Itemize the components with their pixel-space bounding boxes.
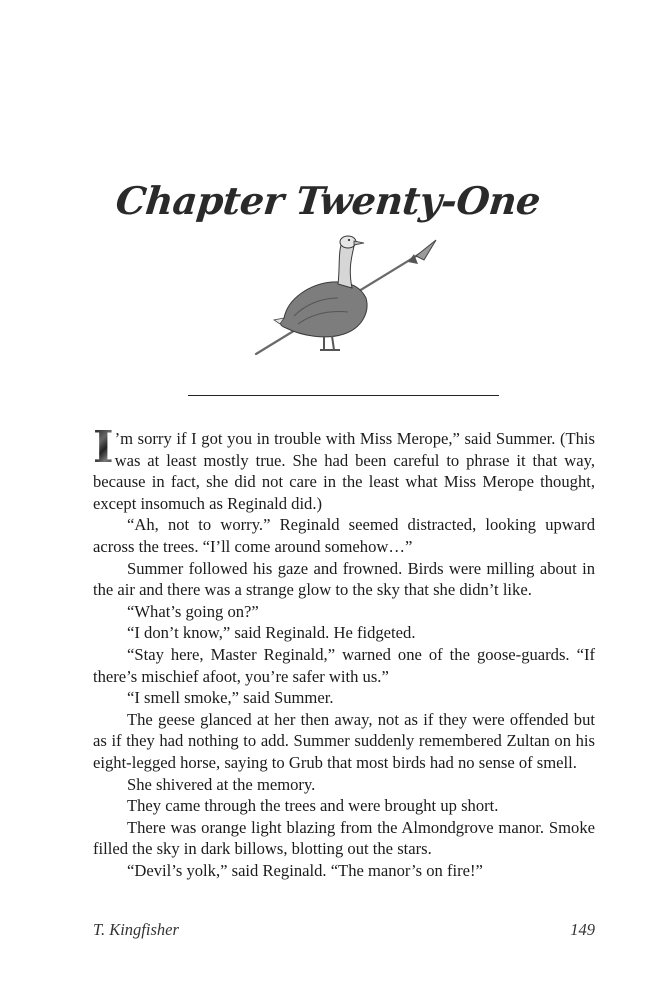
- goose-with-spear-illustration: [248, 232, 444, 360]
- chapter-divider-rule: [188, 395, 499, 396]
- paragraph: “I smell smoke,” said Summer.: [127, 688, 334, 708]
- chapter-title: Chapter Twenty-One: [113, 178, 543, 223]
- drop-cap: I: [93, 422, 114, 473]
- paragraph: “What’s going on?”: [127, 601, 259, 621]
- footer-author: T. Kingfisher: [93, 920, 179, 939]
- paragraph: They came through the trees and were brought up short.: [127, 796, 499, 816]
- paragraph: She shivered at the memory.: [127, 774, 316, 794]
- page-number: 149: [570, 920, 595, 939]
- paragraph: “Stay here, Master Reginald,” warned one of the goose-guards. “If there’s mischief afoot, you’re safer with us.”: [93, 644, 595, 686]
- goose-legs: [320, 336, 340, 350]
- spear-head: [416, 240, 436, 260]
- goose-body: [280, 282, 367, 337]
- paragraph: There was orange light blazing from the Almondgrove manor. Smoke filled the sky in dark billows, blotting out the stars.: [93, 817, 595, 859]
- paragraph: “I don’t know,” said Reginald. He fidgeted.: [127, 623, 416, 643]
- paragraph: “Devil’s yolk,” said Reginald. “The manor’s on fire!”: [127, 860, 483, 880]
- paragraph: The geese glanced at her then away, not as if they were offended but as if they had nothing to add. Summer suddenly remembered Zultan on his eight-legged horse, saying to Grub that most birds had no sense of smell.: [93, 709, 595, 772]
- paragraph: Summer followed his gaze and frowned. Birds were milling about in the air and there was a strange glow to the sky that she didn’t like.: [93, 558, 595, 600]
- paragraph: I ’m sorry if I got you in trouble with Miss Merope,” said Summer. (This was at least mostly true. She had been careful to phrase it that way, because in fact, she did not care in the least what Miss Merope thought, except insomuch as Reginald did.): [93, 422, 595, 513]
- page-footer: [93, 920, 595, 944]
- paragraph: “Ah, not to worry.” Reginald seemed distracted, looking upward across the trees. “I’ll come around somehow…”: [93, 515, 595, 556]
- chapter-body: [93, 422, 595, 881]
